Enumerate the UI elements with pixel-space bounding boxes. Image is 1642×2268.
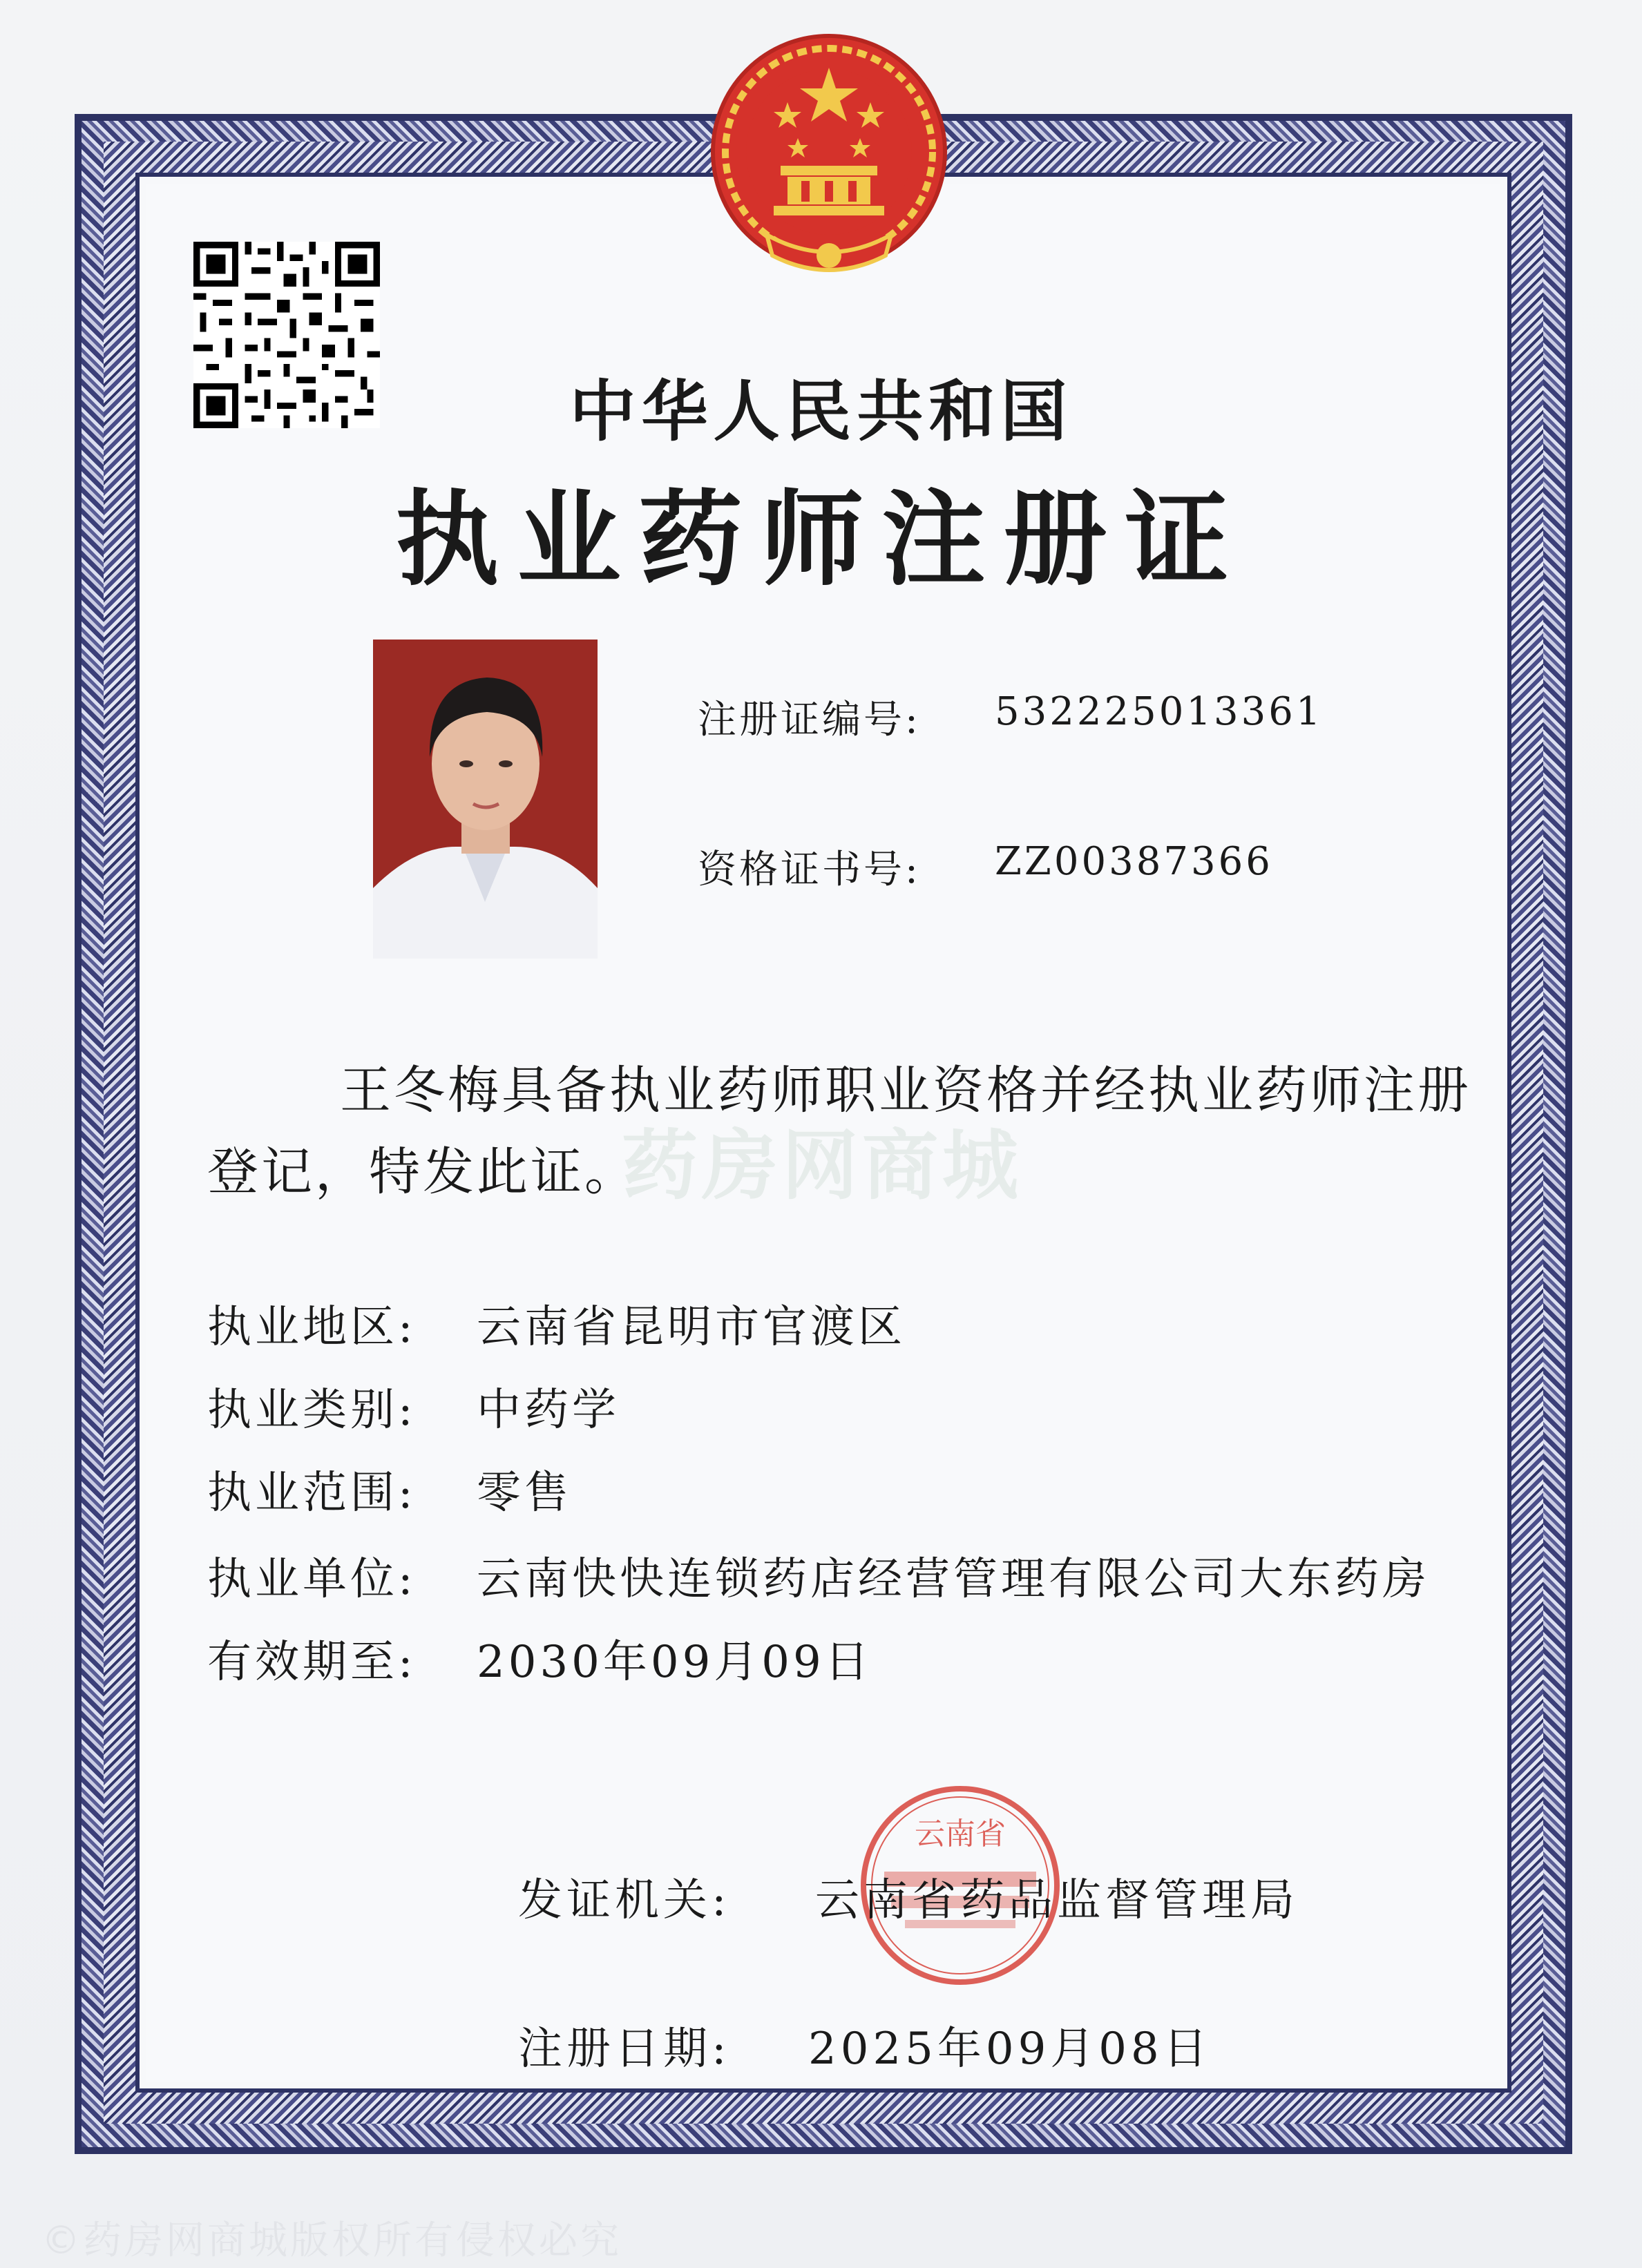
certification-statement: 王冬梅具备执业药师职业资格并经执业药师注册登记，特发此证。 (207, 1061, 1471, 1202)
location-value: 云南省昆明市官渡区 (477, 1302, 906, 1353)
holder-photo (373, 640, 598, 959)
category-value: 中药学 (477, 1385, 620, 1436)
registration-date-value: 2025年09月08日 (808, 2024, 1212, 2075)
center-watermark: 药房网商城 (622, 1122, 1022, 1210)
scope-value: 零售 (477, 1468, 572, 1519)
national-emblem-icon (705, 28, 953, 283)
detail-row-category (207, 1374, 620, 1438)
qualification-number-label: 资格证书号: (698, 847, 921, 892)
category-label: 执业类别: (207, 1385, 417, 1436)
svg-text:云南省: 云南省 (915, 1816, 1006, 1852)
unit-value: 云南快快连锁药店经营管理有限公司大东药房 (477, 1554, 1430, 1605)
copyright-watermark: ©药房网商城版权所有侵权必究 (41, 2218, 622, 2263)
qualification-number: ZZ00387366 (995, 839, 1273, 884)
detail-row-unit (207, 1544, 1430, 1607)
scope-label: 执业范围: (207, 1468, 417, 1519)
detail-row-location (207, 1291, 906, 1355)
country-title: 中华人民共和国 (569, 372, 1073, 450)
issuer-name: 云南省药品监督管理局 (815, 1875, 1299, 1926)
location-label: 执业地区: (207, 1302, 417, 1353)
issuer-label: 发证机关: (518, 1875, 731, 1926)
detail-row-scope (207, 1457, 572, 1521)
issuing-authority (518, 1865, 1299, 1928)
registration-date-label: 注册日期: (518, 2024, 731, 2075)
registration-date (518, 2013, 1212, 2077)
unit-label: 执业单位: (207, 1554, 417, 1605)
registration-number-label: 注册证编号: (698, 698, 921, 742)
valid-until-value: 2030年09月09日 (477, 1637, 872, 1688)
valid-until-label: 有效期至: (207, 1637, 417, 1688)
certificate-title: 执业药师注册证 (395, 479, 1247, 600)
detail-row-valid (207, 1626, 872, 1690)
registration-number: 532225013361 (995, 689, 1324, 734)
